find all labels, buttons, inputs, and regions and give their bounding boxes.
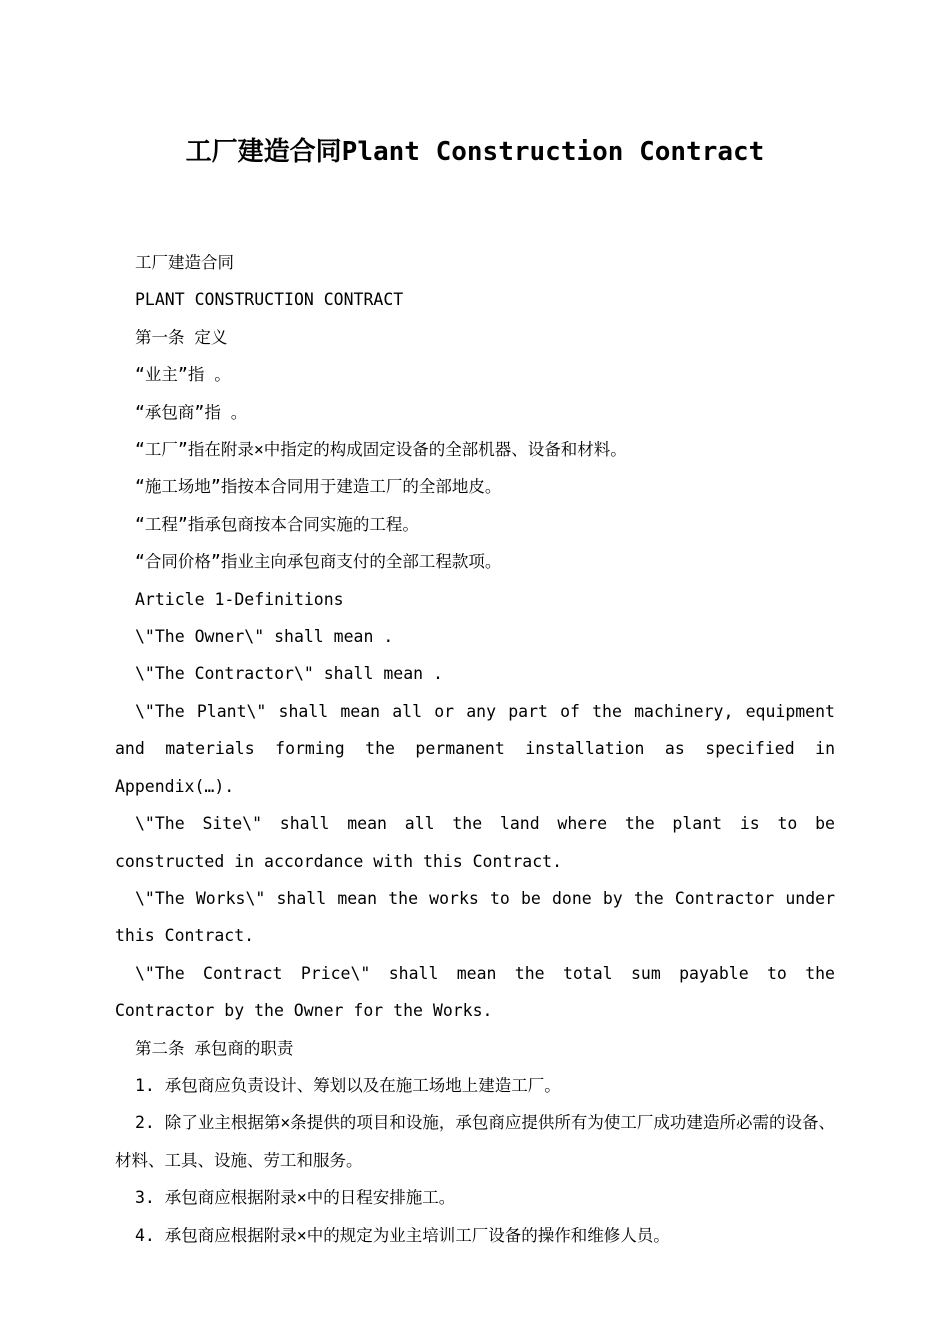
definition-contractor-en: \"The Contractor\" shall mean . bbox=[135, 664, 443, 684]
definition-owner-en: \"The Owner\" shall mean . bbox=[135, 627, 394, 647]
contractor-duty-2: 2. 除了业主根据第×条提供的项目和设施，承包商应提供所有为使工厂成功建造所必需的设备、材料、工具、设施、劳工和服务。 bbox=[115, 1113, 835, 1170]
article-2-heading-cn: 第二条 承包商的职责 bbox=[135, 1038, 294, 1058]
definition-works-en: \"The Works\" shall mean the works to be done by the Contractor under this Contract. bbox=[115, 888, 835, 946]
definition-price-cn: “合同价格”指业主向承包商支付的全部工程款项。 bbox=[135, 552, 502, 572]
paragraph-heading-en: PLANT CONSTRUCTION CONTRACT bbox=[135, 290, 404, 310]
document-title: 工厂建造合同Plant Construction Contract bbox=[185, 137, 765, 167]
definition-owner-cn: “业主”指 。 bbox=[135, 365, 231, 385]
contractor-duty-4: 4. 承包商应根据附录×中的规定为业主培训工厂设备的操作和维修人员。 bbox=[135, 1225, 670, 1245]
paragraph-heading-cn: 工厂建造合同 bbox=[135, 253, 234, 272]
definition-price-en: \"The Contract Price\" shall mean the total sum payable to the Contractor by the Owner for the Works. bbox=[115, 963, 835, 1021]
definition-plant-cn: “工厂”指在附录×中指定的构成固定设备的全部机器、设备和材料。 bbox=[135, 440, 627, 460]
definition-contractor-cn: “承包商”指 。 bbox=[135, 402, 248, 422]
article-1-heading-cn: 第一条 定义 bbox=[135, 327, 228, 347]
definition-works-cn: “工程”指承包商按本合同实施的工程。 bbox=[135, 514, 419, 534]
contractor-duty-3: 3. 承包商应根据附录×中的日程安排施工。 bbox=[135, 1188, 456, 1208]
definition-site-en: \"The Site\" shall mean all the land where the plant is to be constructed in accordance with this Contract. bbox=[115, 814, 835, 871]
document-body bbox=[115, 244, 835, 1254]
definition-plant-en: \"The Plant\" shall mean all or any part of the machinery, equipment and materials forming the permanent installation as specified in Appendix(…). bbox=[115, 701, 835, 796]
contractor-duty-1: 1. 承包商应负责设计、筹划以及在施工场地上建造工厂。 bbox=[135, 1075, 561, 1095]
article-1-heading-en: Article 1-Definitions bbox=[135, 589, 344, 609]
definition-site-cn: “施工场地”指按本合同用于建造工厂的全部地皮。 bbox=[135, 477, 502, 497]
